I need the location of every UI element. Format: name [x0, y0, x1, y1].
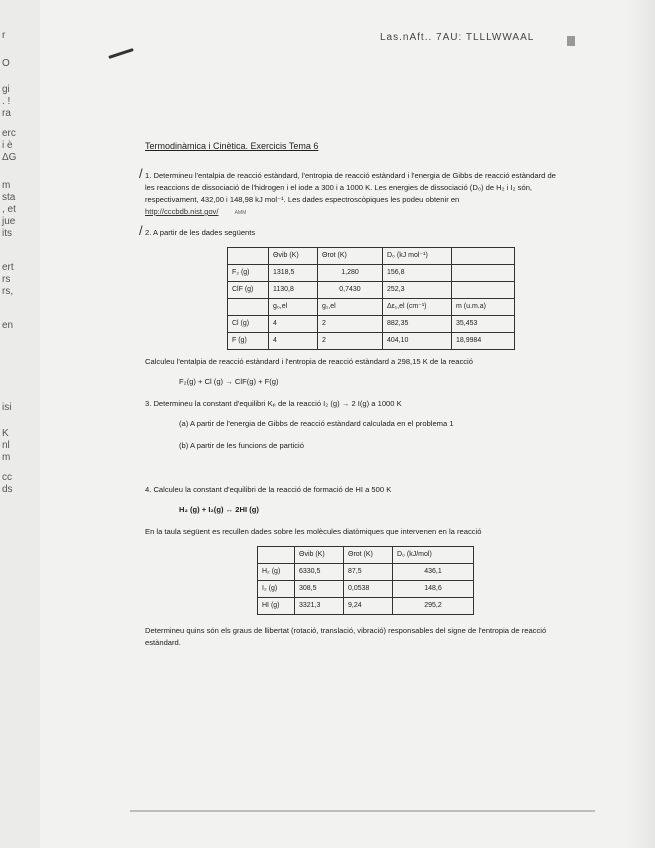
edge-text-fragment: sta: [2, 192, 16, 203]
edge-text-fragment: nl: [2, 440, 10, 451]
edge-text-fragment: rs,: [2, 286, 14, 297]
edge-text-fragment: ert: [2, 262, 14, 273]
table-cell: 0,0538: [344, 581, 393, 598]
handwritten-slash-mark: /: [139, 223, 143, 238]
exercise-3-text: 3. Determineu la constant d'equilibri Kₚ de la reacció I₂ (g) → 2 I(g) a 1000 K: [145, 399, 402, 408]
table-cell: F₂ (g): [228, 265, 269, 282]
table-cell: 308,5: [295, 581, 344, 598]
exercise-3-part-a: (a) A partir de l'energia de Gibbs de reacció estàndard calculada en el problema 1: [179, 419, 454, 428]
handwritten-note: AMM: [234, 210, 247, 216]
edge-text-fragment: . !: [2, 96, 11, 107]
exercise-4-reaction: H₂ (g) + I₂(g) ↔ 2HI (g): [179, 505, 259, 514]
table-row: [228, 333, 515, 350]
table-cell: Θvib (K): [269, 248, 318, 265]
exercise-1-number: 1.: [145, 171, 152, 180]
pen-mark: [108, 48, 134, 59]
exercise-2-intro-text: 2. A partir de les dades següents: [145, 228, 256, 237]
table-cell: 87,5: [344, 564, 393, 581]
table-cell: 404,10: [383, 333, 452, 350]
table-cell: [452, 265, 515, 282]
table-cell: Θrot (K): [344, 547, 393, 564]
table-row: [228, 282, 515, 299]
table-cell: Cl (g): [228, 316, 269, 333]
nist-link[interactable]: http://cccbdb.nist.gov/: [145, 207, 219, 216]
table-cell: 2: [318, 333, 383, 350]
page-shadow: [625, 0, 655, 848]
table-cell: 4: [269, 333, 318, 350]
table-cell: [228, 299, 269, 316]
exercise-4-table: [257, 546, 474, 615]
handwritten-slash-mark: /: [139, 166, 143, 181]
table-cell: [258, 547, 295, 564]
edge-text-fragment: m: [2, 180, 11, 191]
edge-text-fragment: isi: [2, 402, 12, 413]
table-cell: g₀,el: [269, 299, 318, 316]
table-cell: 6330,5: [295, 564, 344, 581]
table-cell: m (u.m.a): [452, 299, 515, 316]
table-row: [228, 265, 515, 282]
edge-text-fragment: K: [2, 428, 9, 439]
table-header-row: [228, 299, 515, 316]
edge-text-fragment: gi: [2, 84, 10, 95]
exercise-1: [139, 166, 565, 219]
table-cell: Θvib (K): [295, 547, 344, 564]
page-bottom-edge: [130, 810, 595, 812]
edge-text-fragment: ra: [2, 108, 11, 119]
exercise-2-intro: [139, 223, 565, 239]
exercise-4-closing: Determineu quins són els graus de llibertat (rotació, translació, vibració) responsables del signe de l'entropia de reacció estàndard.: [145, 626, 547, 647]
table-cell: H₂ (g): [258, 564, 295, 581]
edge-text-fragment: ΔG: [2, 152, 17, 163]
exercise-4-text: 4. Calculeu la constant d'equilibri de la reacció de formació de HI a 500 K: [145, 485, 392, 494]
table-cell: ClF (g): [228, 282, 269, 299]
table-row: [258, 581, 474, 598]
document-body: [139, 140, 565, 657]
edge-text-fragment: r: [2, 30, 6, 41]
table-cell: 882,35: [383, 316, 452, 333]
table-row: [258, 564, 474, 581]
edge-text-fragment: O: [2, 58, 10, 69]
edge-text-fragment: erc: [2, 128, 16, 139]
handwritten-scribble: Las.nAft.. 7AU: TLLLWWAAL: [380, 32, 535, 43]
table-cell: HI (g): [258, 598, 295, 615]
table-cell: 436,1: [393, 564, 474, 581]
table-cell: [228, 248, 269, 265]
edge-text-fragment: en: [2, 320, 14, 331]
table-cell: D₀ (kJ/mol): [393, 547, 474, 564]
table-cell: [452, 248, 515, 265]
table-row: [228, 316, 515, 333]
table-cell: 1130,8: [269, 282, 318, 299]
table-cell: 2: [318, 316, 383, 333]
exercise-1-text: Determineu l'entalpia de reacció estàndard, l'entropia de reacció estàndard i l'energia de Gibbs de reacció estàndard de les reaccions de dissociació de l'hidrogen i el iode a 300 i a 1000 K. Les energies de dissociació (D₀) de H₂ i I₂ són, respectivament, 432,00 i 148,98 kJ mol⁻¹. Les dades espectroscòpiques les podeu obtenir en: [145, 171, 556, 204]
table-header-row: [228, 248, 515, 265]
table-cell: 18,9984: [452, 333, 515, 350]
table-header-row: [258, 547, 474, 564]
exercise-4-table-intro: En la taula següent es recullen dades sobre les molècules diatòmiques que intervenen en la reacció: [145, 527, 482, 536]
table-cell: 9,24: [344, 598, 393, 615]
table-cell: 252,3: [383, 282, 452, 299]
page-title: Termodinàmica i Cinètica. Exercicis Tema 6: [145, 141, 319, 151]
edge-text-fragment: , et: [2, 204, 16, 215]
table-cell: I₂ (g): [258, 581, 295, 598]
table-cell: 4: [269, 316, 318, 333]
exercise-2-text: Calculeu l'entalpia de reacció estàndard i l'entropia de reacció estàndard a 298,15 K de la reacció: [145, 357, 473, 366]
table-cell: 148,6: [393, 581, 474, 598]
table-cell: F (g): [228, 333, 269, 350]
edge-text-fragment: ds: [2, 484, 13, 495]
scan-artifact-mark: [567, 36, 575, 46]
edge-text-fragment: jue: [2, 216, 16, 227]
exercise-2-table: [227, 247, 515, 350]
edge-text-fragment: cc: [2, 472, 12, 483]
edge-text-fragment: m: [2, 452, 11, 463]
table-cell: D₀ (kJ mol⁻¹): [383, 248, 452, 265]
table-cell: Θrot (K): [318, 248, 383, 265]
table-row: [258, 598, 474, 615]
table-cell: 0,7430: [318, 282, 383, 299]
table-cell: Δε₁,el (cm⁻¹): [383, 299, 452, 316]
edge-text-fragment: its: [2, 228, 12, 239]
table-cell: g₁,el: [318, 299, 383, 316]
table-cell: 35,453: [452, 316, 515, 333]
table-cell: 3321,3: [295, 598, 344, 615]
table-cell: 1,280: [318, 265, 383, 282]
table-cell: 295,2: [393, 598, 474, 615]
edge-text-fragment: i è: [2, 140, 13, 151]
table-cell: 156,8: [383, 265, 452, 282]
exercise-2-reaction: F₂(g) + Cl (g) → ClF(g) + F(g): [179, 377, 279, 386]
edge-text-fragment: rs: [2, 274, 11, 285]
exercise-3-part-b: (b) A partir de les funcions de partició: [179, 441, 304, 450]
table-cell: [452, 282, 515, 299]
table-cell: 1318,5: [269, 265, 318, 282]
